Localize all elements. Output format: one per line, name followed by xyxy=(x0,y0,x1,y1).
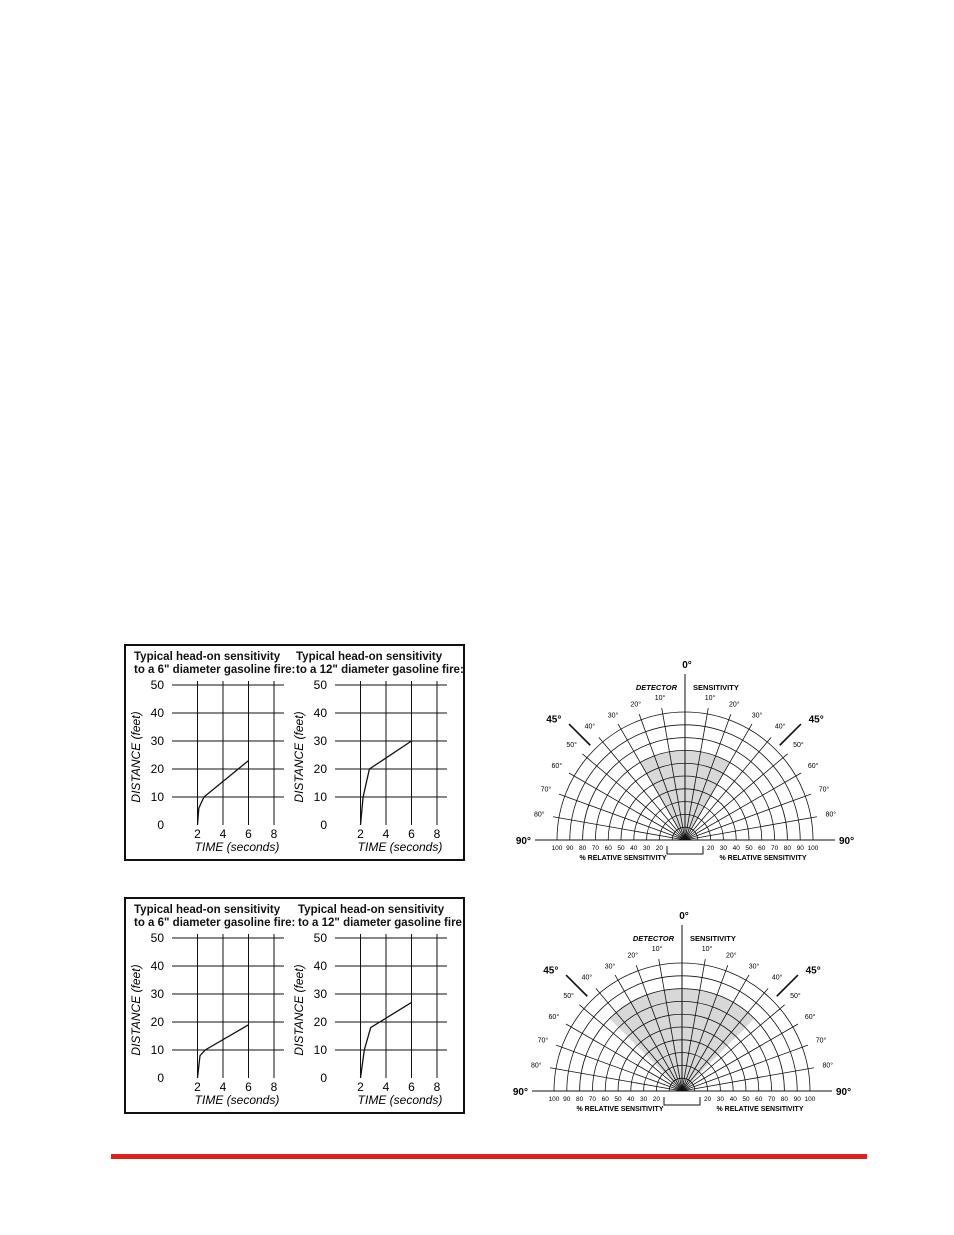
scale-left-number: 70 xyxy=(591,845,600,852)
y-tick-label: 20 xyxy=(313,1015,327,1029)
x-tick-label: 4 xyxy=(382,1080,390,1094)
scale-left-number: 30 xyxy=(639,1096,648,1103)
y-tick-label: 30 xyxy=(150,987,164,1001)
angle-label: 70° xyxy=(540,786,552,794)
angle-label: 80° xyxy=(533,811,545,819)
angle-label: 50° xyxy=(793,741,804,749)
y-tick-label: 10 xyxy=(150,790,164,804)
y-tick-label: 50 xyxy=(150,931,164,945)
scale-left-number: 90 xyxy=(566,845,574,852)
sensitivity-heading: SENSITIVITY xyxy=(693,683,739,692)
scale-left-number: 60 xyxy=(604,845,612,852)
detector-bracket xyxy=(664,1097,700,1105)
x-tick-label: 2 xyxy=(357,1080,364,1094)
scale-right-number: 60 xyxy=(758,845,766,852)
y-tick-label: 20 xyxy=(150,762,164,776)
y-tick-label: 0 xyxy=(157,818,164,832)
panel-2-left-title: Typical head-on sensitivity to a 6" diameter gasoline fire: xyxy=(134,904,296,929)
x-axis-label: TIME (seconds) xyxy=(194,840,280,854)
scale-left-number: 30 xyxy=(642,845,651,852)
label-90-right: 90° xyxy=(839,836,855,847)
angle-label: 70° xyxy=(818,786,830,794)
y-tick-label: 50 xyxy=(313,931,327,945)
y-axis-label: DISTANCE (feet) xyxy=(129,711,143,803)
relative-sensitivity-left: % RELATIVE SENSITIVITY xyxy=(579,855,667,862)
scale-right-number: 100 xyxy=(804,1096,816,1103)
detector-label: DETECTOR xyxy=(635,683,677,692)
angle-label: 40° xyxy=(584,723,596,731)
scale-right-number: 70 xyxy=(767,1096,776,1103)
scale-right-number: 100 xyxy=(807,845,819,852)
scale-left-number: 90 xyxy=(563,1096,571,1103)
scale-left-number: 50 xyxy=(617,845,625,852)
label-45-left: 45° xyxy=(546,714,562,726)
scale-right-number: 70 xyxy=(770,845,779,852)
label-0-deg: 0° xyxy=(679,911,689,922)
angle-label: 60° xyxy=(551,763,563,770)
sensitivity-panel-2 xyxy=(124,897,465,1114)
scale-right-number: 90 xyxy=(796,845,804,852)
angle-label: 40° xyxy=(774,723,786,731)
x-tick-label: 6 xyxy=(408,1080,415,1094)
angle-label: 70° xyxy=(537,1037,549,1045)
scale-right-number: 40 xyxy=(732,845,740,852)
y-tick-label: 20 xyxy=(313,762,327,776)
relative-sensitivity-left: % RELATIVE SENSITIVITY xyxy=(576,1106,664,1113)
x-tick-label: 4 xyxy=(219,1080,227,1094)
angle-label: 50° xyxy=(563,992,574,1000)
footer-rule xyxy=(111,1154,867,1159)
y-tick-label: 0 xyxy=(320,1071,327,1085)
panel-1-right-title: Typical head-on sensitivity to a 12" diameter gasoline fire: xyxy=(296,651,464,676)
label-0-deg: 0° xyxy=(682,660,692,671)
relative-sensitivity-right: % RELATIVE SENSITIVITY xyxy=(719,855,807,862)
scale-left-number: 20 xyxy=(655,845,664,852)
y-tick-label: 20 xyxy=(150,1015,164,1029)
label-90-left: 90° xyxy=(515,836,531,847)
y-tick-label: 50 xyxy=(313,678,327,692)
panel-1-left-title: Typical head-on sensitivity to a 6" diameter gasoline fire: xyxy=(134,651,296,676)
angle-label: 80° xyxy=(530,1062,542,1070)
x-tick-label: 6 xyxy=(245,827,252,841)
angle-label: 30° xyxy=(604,963,616,971)
y-tick-label: 40 xyxy=(150,959,164,973)
label-90-right: 90° xyxy=(836,1087,852,1098)
angle-label: 10° xyxy=(651,946,663,954)
x-axis-label: TIME (seconds) xyxy=(357,1093,443,1107)
y-tick-label: 50 xyxy=(150,678,164,692)
y-tick-label: 40 xyxy=(313,959,327,973)
x-tick-label: 8 xyxy=(270,1080,278,1094)
angle-label: 20° xyxy=(630,701,642,709)
scale-left-number: 40 xyxy=(627,1096,635,1103)
angle-label: 60° xyxy=(807,763,819,770)
angle-label: 30° xyxy=(607,712,619,720)
x-tick-label: 4 xyxy=(219,827,227,841)
angle-label: 10° xyxy=(704,695,716,703)
x-tick-label: 2 xyxy=(194,1080,201,1094)
x-tick-label: 4 xyxy=(382,827,390,841)
scale-left-number: 20 xyxy=(652,1096,661,1103)
sensitivity-panel-1 xyxy=(124,644,465,861)
x-tick-label: 6 xyxy=(408,827,415,841)
angle-label: 10° xyxy=(701,946,713,954)
x-axis-label: TIME (seconds) xyxy=(194,1093,280,1107)
scale-right-number: 20 xyxy=(706,845,715,852)
scale-right-number: 90 xyxy=(793,1096,801,1103)
angle-label: 60° xyxy=(548,1014,560,1021)
y-tick-label: 10 xyxy=(150,1043,164,1057)
angle-label: 20° xyxy=(728,701,740,709)
angle-label: 50° xyxy=(790,992,801,1000)
x-tick-label: 2 xyxy=(357,827,364,841)
scale-right-number: 50 xyxy=(745,845,753,852)
sensitivity-heading: SENSITIVITY xyxy=(690,934,736,943)
scale-left-number: 60 xyxy=(601,1096,609,1103)
scale-right-number: 80 xyxy=(780,1096,789,1103)
y-axis-label: DISTANCE (feet) xyxy=(292,711,306,803)
angle-label: 20° xyxy=(627,952,639,960)
scale-left-number: 50 xyxy=(614,1096,622,1103)
relative-sensitivity-right: % RELATIVE SENSITIVITY xyxy=(716,1106,804,1113)
y-tick-label: 0 xyxy=(157,1071,164,1085)
scale-right-number: 40 xyxy=(729,1096,737,1103)
scale-right-number: 80 xyxy=(783,845,792,852)
scale-right-number: 20 xyxy=(703,1096,712,1103)
scale-left-number: 40 xyxy=(630,845,638,852)
scale-right-number: 50 xyxy=(742,1096,750,1103)
angle-label: 40° xyxy=(771,974,783,982)
angle-label: 40° xyxy=(581,974,593,982)
detector-bracket xyxy=(667,846,703,854)
y-tick-label: 30 xyxy=(313,734,327,748)
x-tick-label: 8 xyxy=(270,827,278,841)
y-tick-label: 30 xyxy=(313,987,327,1001)
x-tick-label: 2 xyxy=(194,827,201,841)
angle-label: 80° xyxy=(822,1062,834,1070)
scale-right-number: 30 xyxy=(719,845,728,852)
x-tick-label: 8 xyxy=(433,827,441,841)
angle-label: 30° xyxy=(748,963,760,971)
angle-label: 30° xyxy=(751,712,763,720)
angle-label: 70° xyxy=(815,1037,827,1045)
scale-left-number: 100 xyxy=(548,1096,560,1103)
y-tick-label: 10 xyxy=(313,790,327,804)
angle-label: 80° xyxy=(825,811,837,819)
y-tick-label: 40 xyxy=(313,706,327,720)
label-45-right: 45° xyxy=(808,714,824,726)
x-tick-label: 6 xyxy=(245,1080,252,1094)
y-tick-label: 40 xyxy=(150,706,164,720)
scale-left-number: 70 xyxy=(588,1096,597,1103)
x-axis-label: TIME (seconds) xyxy=(357,840,443,854)
polar-sensitivity-diagram-1 xyxy=(500,645,870,870)
panel-2-charts xyxy=(126,899,463,1112)
scale-left-number: 100 xyxy=(551,845,563,852)
angle-label: 20° xyxy=(725,952,737,960)
panel-1-charts xyxy=(126,646,463,859)
y-tick-label: 10 xyxy=(313,1043,327,1057)
panel-2-right-title: Typical head-on sensitivity to a 12" diameter gasoline fire: xyxy=(298,904,466,929)
scale-left-number: 80 xyxy=(578,845,587,852)
scale-right-number: 30 xyxy=(716,1096,725,1103)
y-tick-label: 0 xyxy=(320,818,327,832)
y-axis-label: DISTANCE (feet) xyxy=(292,964,306,1056)
label-45-left: 45° xyxy=(543,965,559,977)
y-axis-label: DISTANCE (feet) xyxy=(129,964,143,1056)
detector-label: DETECTOR xyxy=(632,934,674,943)
polar-sensitivity-diagram-2 xyxy=(500,895,870,1120)
angle-label: 60° xyxy=(804,1014,816,1021)
scale-left-number: 80 xyxy=(575,1096,584,1103)
angle-label: 50° xyxy=(566,741,577,749)
angle-label: 10° xyxy=(654,695,666,703)
label-90-left: 90° xyxy=(512,1087,528,1098)
x-tick-label: 8 xyxy=(433,1080,441,1094)
scale-right-number: 60 xyxy=(755,1096,763,1103)
y-tick-label: 30 xyxy=(150,734,164,748)
label-45-right: 45° xyxy=(805,965,821,977)
